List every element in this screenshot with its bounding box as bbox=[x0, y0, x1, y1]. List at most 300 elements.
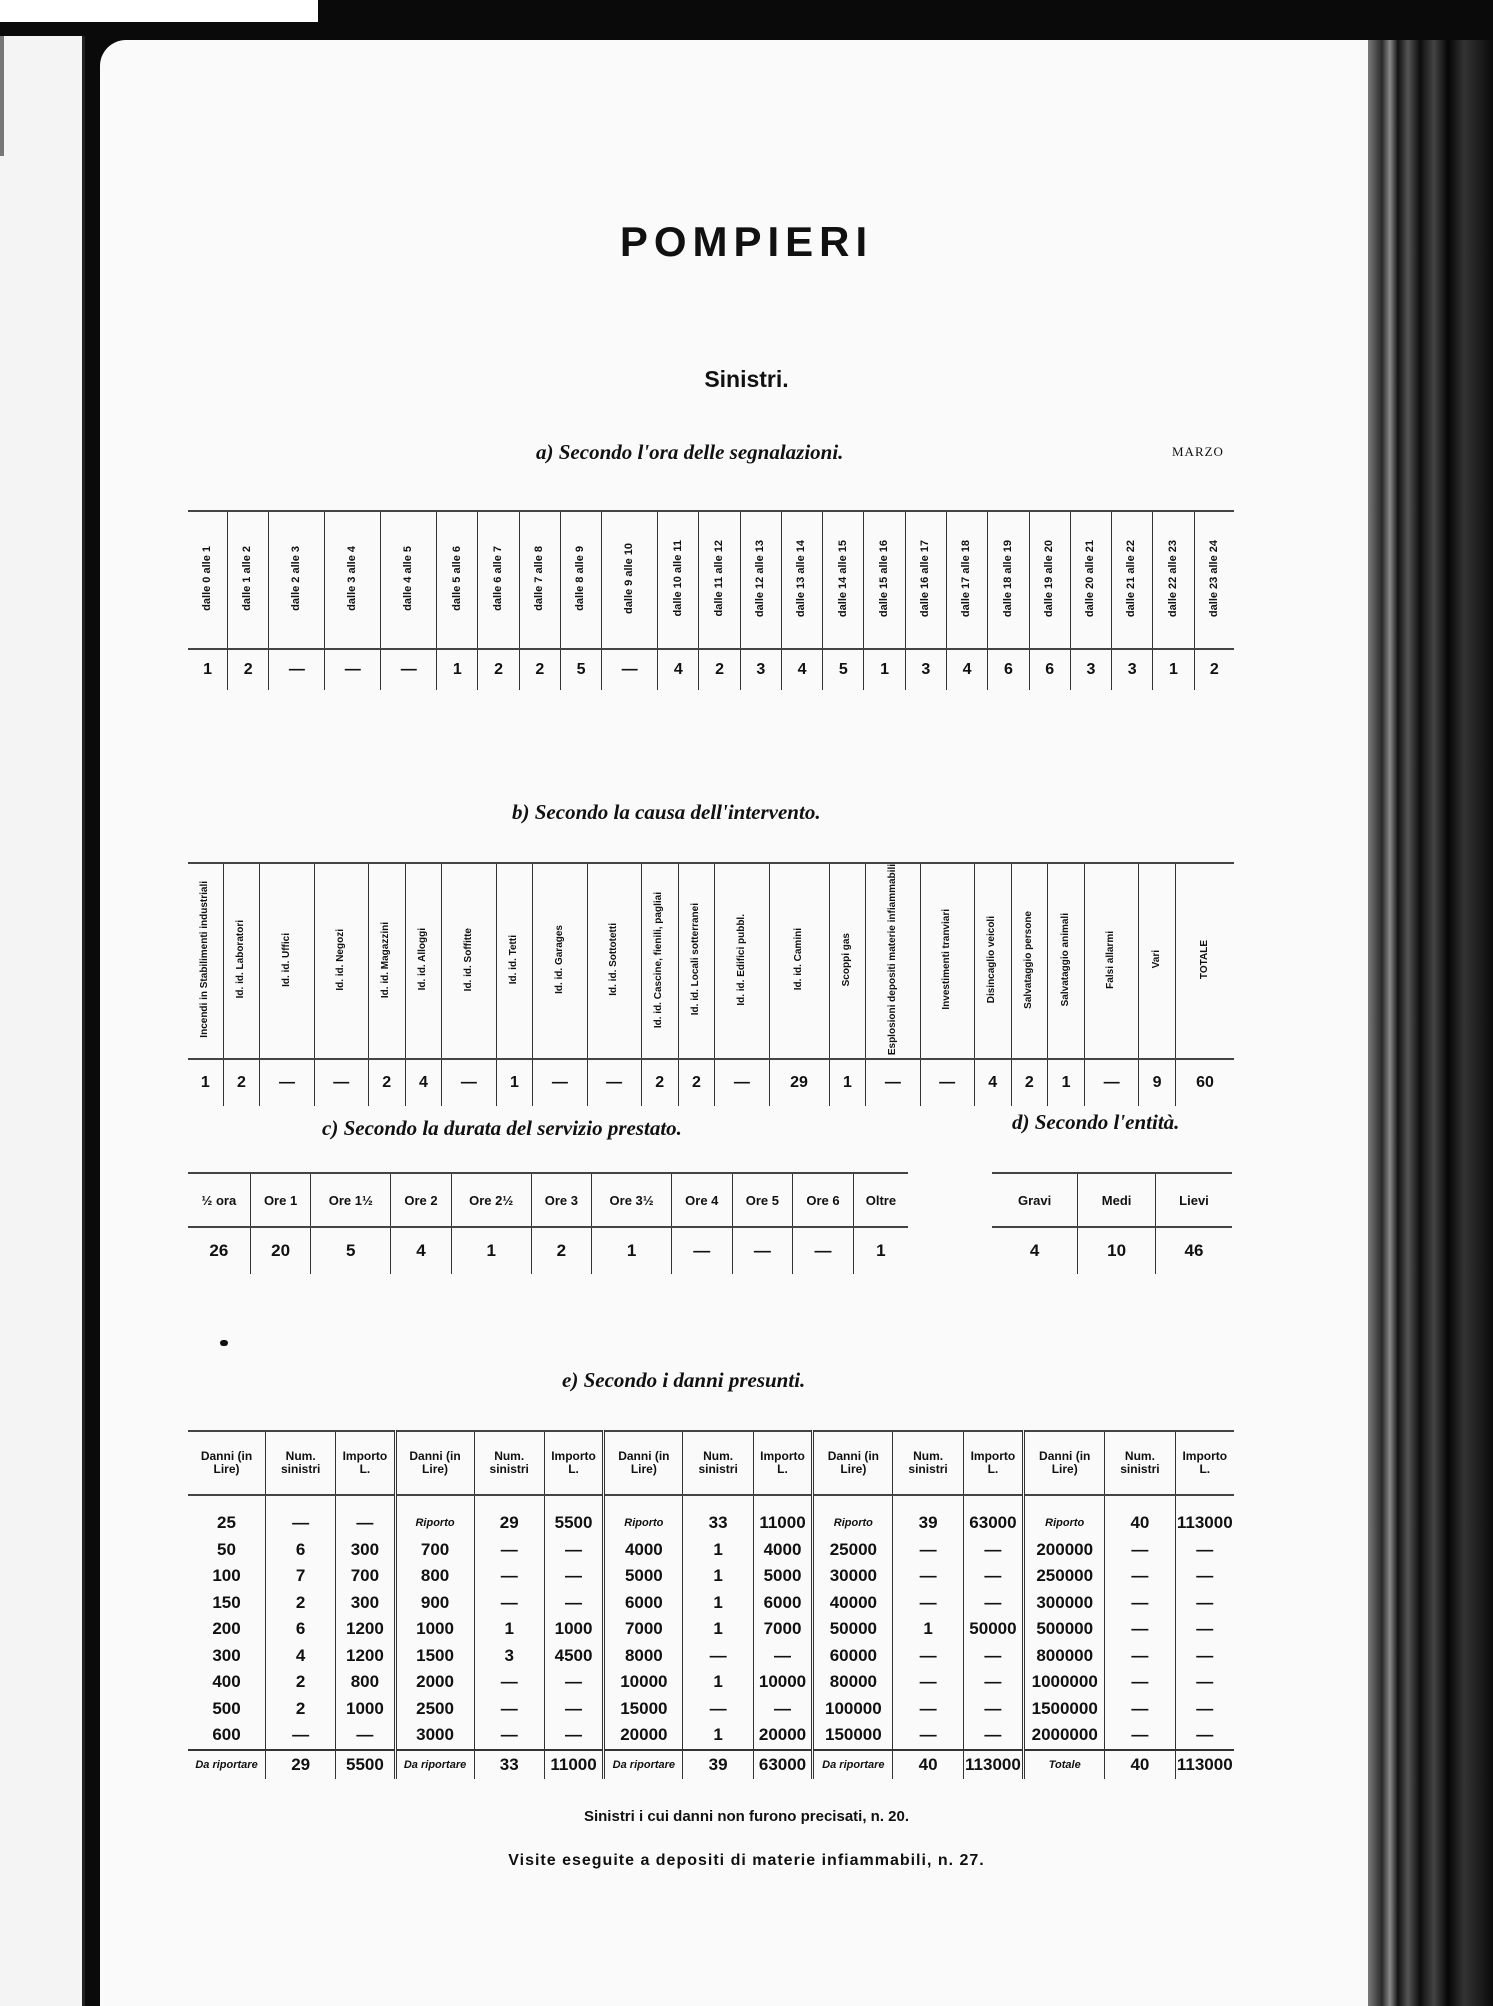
total-cell: Da riportare bbox=[604, 1750, 683, 1779]
value-cell: 1 bbox=[437, 649, 478, 690]
value-cell: 50 bbox=[217, 1539, 236, 1559]
note-inspections: Visite eseguite a depositi di materie infiammabili, n. 27. bbox=[508, 1852, 985, 1869]
table-row bbox=[188, 1563, 1234, 1590]
value-cell: — bbox=[732, 1227, 793, 1274]
value-cell: — bbox=[893, 1669, 963, 1696]
value-cell: — bbox=[260, 1059, 314, 1106]
value-cell: 29 bbox=[769, 1059, 829, 1106]
value-cell: — bbox=[1105, 1616, 1175, 1643]
value-cell: — bbox=[1175, 1669, 1234, 1696]
value-cell: 100000 bbox=[813, 1696, 893, 1723]
value-cell: — bbox=[544, 1696, 603, 1723]
value-cell: 4000 bbox=[753, 1537, 813, 1564]
value-cell: 1 bbox=[683, 1590, 753, 1617]
value-cell: — bbox=[1105, 1643, 1175, 1670]
column-header-label: dalle 4 alle 5 bbox=[401, 546, 414, 611]
value-cell: — bbox=[1175, 1563, 1234, 1590]
value-cell: 1000 bbox=[336, 1696, 395, 1723]
column-header bbox=[699, 511, 740, 649]
total-cell: Da riportare bbox=[813, 1750, 893, 1779]
column-header-label: Id. id. Soffitte bbox=[462, 927, 474, 992]
value-cell: — bbox=[533, 1059, 587, 1106]
value-cell: 1200 bbox=[336, 1616, 395, 1643]
value-cell: Riporto bbox=[395, 1495, 474, 1537]
value-cell: 7000 bbox=[604, 1616, 683, 1643]
column-header-label: dalle 7 alle 8 bbox=[533, 546, 546, 611]
column-header bbox=[1194, 511, 1234, 649]
column-header: Danni (in Lire) bbox=[1024, 1431, 1105, 1495]
column-header bbox=[587, 863, 641, 1059]
column-header: Danni (in Lire) bbox=[813, 1431, 893, 1495]
value-cell: 80000 bbox=[813, 1669, 893, 1696]
value-cell: 2500 bbox=[395, 1696, 474, 1723]
section-a-heading: a) Secondo l'ora delle segnalazioni. bbox=[536, 440, 844, 464]
value-cell: 1000 bbox=[395, 1616, 474, 1643]
value-cell: 2 bbox=[641, 1059, 678, 1106]
column-header bbox=[381, 511, 437, 649]
value-cell: 4 bbox=[658, 649, 699, 690]
value-cell: 100 bbox=[212, 1566, 241, 1586]
left-page-edge bbox=[0, 36, 85, 2006]
column-header-label: dalle 19 alle 20 bbox=[1042, 539, 1055, 618]
column-header: Num. sinistri bbox=[1105, 1431, 1175, 1495]
column-header: Oltre bbox=[853, 1173, 908, 1227]
value-cell: 4 bbox=[1029, 1241, 1040, 1260]
column-header bbox=[260, 863, 314, 1059]
value-cell: — bbox=[587, 1059, 641, 1106]
value-cell: 2 bbox=[223, 1059, 260, 1106]
total-cell: 29 bbox=[266, 1750, 336, 1779]
value-cell: 2 bbox=[478, 649, 519, 690]
total-cell: 113000 bbox=[963, 1750, 1023, 1779]
value-cell: — bbox=[963, 1537, 1023, 1564]
column-header-label: Salvataggio persone bbox=[1023, 910, 1035, 1009]
value-cell: — bbox=[963, 1722, 1023, 1750]
column-header-label: dalle 18 alle 19 bbox=[1001, 539, 1014, 618]
column-header bbox=[496, 863, 533, 1059]
value-cell: 15000 bbox=[604, 1696, 683, 1723]
value-cell: 5 bbox=[560, 649, 601, 690]
value-cell: 26 bbox=[209, 1241, 229, 1260]
table-row bbox=[188, 1495, 1234, 1537]
value-cell: 6000 bbox=[604, 1590, 683, 1617]
table-row bbox=[188, 1696, 1234, 1723]
value-cell: 1 bbox=[200, 1074, 210, 1092]
value-cell: 4500 bbox=[544, 1643, 603, 1670]
value-cell: 1 bbox=[864, 649, 905, 690]
column-header: Ore 5 bbox=[732, 1173, 793, 1227]
total-cell: 40 bbox=[893, 1750, 963, 1779]
total-cell: 5500 bbox=[336, 1750, 395, 1779]
value-cell: 2000 bbox=[395, 1669, 474, 1696]
table-row bbox=[188, 1537, 1234, 1564]
column-header bbox=[228, 511, 269, 649]
top-margin-strip bbox=[0, 0, 318, 22]
value-cell: 500000 bbox=[1024, 1616, 1105, 1643]
value-cell: 60 bbox=[1175, 1059, 1234, 1106]
column-header bbox=[533, 863, 587, 1059]
book-binding-edge bbox=[1368, 40, 1493, 2006]
column-header bbox=[519, 511, 560, 649]
value-cell: 200 bbox=[212, 1619, 241, 1639]
value-cell: 2 bbox=[266, 1669, 336, 1696]
column-header-label: TOTALE bbox=[1198, 940, 1210, 980]
value-cell: 1 bbox=[203, 661, 213, 678]
section-c-heading: c) Secondo la durata del servizio prestato. bbox=[322, 1116, 682, 1140]
value-cell: 4000 bbox=[604, 1537, 683, 1564]
value-cell: — bbox=[474, 1696, 544, 1723]
value-cell: 2 bbox=[699, 649, 740, 690]
value-cell: — bbox=[893, 1722, 963, 1750]
value-cell: 40 bbox=[1105, 1495, 1175, 1537]
value-cell: 1 bbox=[474, 1616, 544, 1643]
value-cell: 6 bbox=[266, 1537, 336, 1564]
column-header-label: Id. id. Laboratori bbox=[235, 920, 247, 999]
column-header bbox=[478, 511, 519, 649]
column-header bbox=[823, 511, 864, 649]
column-header-label: dalle 21 alle 22 bbox=[1125, 539, 1138, 618]
column-header bbox=[442, 863, 496, 1059]
value-cell: — bbox=[963, 1696, 1023, 1723]
column-header: Num. sinistri bbox=[474, 1431, 544, 1495]
value-cell: — bbox=[269, 649, 325, 690]
column-header bbox=[781, 511, 822, 649]
value-cell: 1 bbox=[1153, 649, 1194, 690]
column-header bbox=[866, 863, 920, 1059]
value-cell: 500 bbox=[212, 1698, 241, 1718]
value-cell: 300 bbox=[212, 1645, 241, 1665]
value-cell: 150000 bbox=[813, 1722, 893, 1750]
column-header-label: dalle 9 alle 10 bbox=[622, 543, 635, 614]
column-header-label: Disincaglio veicoli bbox=[986, 915, 998, 1004]
value-cell: 1 bbox=[853, 1227, 908, 1274]
value-cell: 1 bbox=[683, 1669, 753, 1696]
column-header: Danni (in Lire) bbox=[604, 1431, 683, 1495]
value-cell: 250000 bbox=[1024, 1563, 1105, 1590]
value-cell: 400 bbox=[212, 1672, 241, 1692]
value-cell: — bbox=[474, 1590, 544, 1617]
column-header bbox=[920, 863, 974, 1059]
column-header bbox=[658, 511, 699, 649]
value-cell: 2 bbox=[368, 1059, 405, 1106]
column-header: Ore 6 bbox=[793, 1173, 854, 1227]
total-cell: 40 bbox=[1105, 1750, 1175, 1779]
value-cell: 50000 bbox=[963, 1616, 1023, 1643]
value-cell: 2 bbox=[266, 1696, 336, 1723]
column-header: ½ ora bbox=[188, 1173, 250, 1227]
column-header-label: Id. id. Garages bbox=[553, 925, 565, 995]
value-cell: 3 bbox=[1070, 649, 1111, 690]
value-cell: 800 bbox=[395, 1563, 474, 1590]
column-header-label: dalle 20 alle 21 bbox=[1084, 539, 1097, 618]
total-cell: Totale bbox=[1024, 1750, 1105, 1779]
value-cell: — bbox=[920, 1059, 974, 1106]
column-header: Danni (in Lire) bbox=[395, 1431, 474, 1495]
column-header bbox=[368, 863, 405, 1059]
column-header-label: dalle 11 alle 12 bbox=[712, 540, 725, 617]
value-cell: 60000 bbox=[813, 1643, 893, 1670]
value-cell: 20000 bbox=[753, 1722, 813, 1750]
value-cell: — bbox=[683, 1643, 753, 1670]
column-header-label: Id. id. Locali sotterranei bbox=[690, 903, 702, 1016]
column-header bbox=[988, 511, 1029, 649]
value-cell: 2 bbox=[519, 649, 560, 690]
value-cell: 7000 bbox=[753, 1616, 813, 1643]
column-header-label: dalle 23 alle 24 bbox=[1207, 539, 1220, 618]
column-header bbox=[602, 511, 658, 649]
column-header bbox=[864, 511, 905, 649]
value-cell: 2 bbox=[1011, 1059, 1048, 1106]
column-header bbox=[678, 863, 715, 1059]
value-cell: 300000 bbox=[1024, 1590, 1105, 1617]
value-cell: 800000 bbox=[1024, 1643, 1105, 1670]
value-cell: 4 bbox=[974, 1059, 1011, 1106]
column-header: Num. sinistri bbox=[893, 1431, 963, 1495]
value-cell: — bbox=[474, 1669, 544, 1696]
value-cell: 1500 bbox=[395, 1643, 474, 1670]
column-header bbox=[188, 863, 223, 1059]
page-subtitle: Sinistri. bbox=[704, 366, 789, 392]
column-header-label: dalle 22 alle 23 bbox=[1166, 539, 1179, 618]
value-cell: 5 bbox=[823, 649, 864, 690]
value-cell: — bbox=[753, 1696, 813, 1723]
value-cell: 200000 bbox=[1024, 1537, 1105, 1564]
month-label: MARZO bbox=[1172, 444, 1224, 459]
table-row bbox=[188, 1616, 1234, 1643]
value-cell: — bbox=[474, 1563, 544, 1590]
value-cell: 10 bbox=[1078, 1227, 1156, 1274]
table-duration bbox=[188, 1172, 908, 1274]
value-cell: 2 bbox=[678, 1059, 715, 1106]
value-cell: 11000 bbox=[753, 1495, 813, 1537]
value-cell: 20 bbox=[250, 1227, 311, 1274]
value-cell: 1 bbox=[829, 1059, 866, 1106]
column-header: Gravi bbox=[992, 1173, 1078, 1227]
value-cell: 3000 bbox=[395, 1722, 474, 1750]
table-row bbox=[188, 1722, 1234, 1750]
value-cell: — bbox=[963, 1669, 1023, 1696]
value-cell: 1500000 bbox=[1024, 1696, 1105, 1723]
value-cell: 2 bbox=[228, 649, 269, 690]
value-cell: — bbox=[544, 1722, 603, 1750]
column-header-label: Id. id. Cascine, fienili, pagliai bbox=[653, 891, 665, 1028]
column-header-label: Salvataggio animali bbox=[1059, 912, 1071, 1007]
column-header bbox=[947, 511, 988, 649]
value-cell: 1200 bbox=[336, 1643, 395, 1670]
value-cell: 5000 bbox=[604, 1563, 683, 1590]
section-e-heading: e) Secondo i danni presunti. bbox=[562, 1368, 806, 1392]
column-header-label: Id. id. Uffici bbox=[280, 932, 292, 987]
value-cell: 40000 bbox=[813, 1590, 893, 1617]
column-header bbox=[1139, 863, 1176, 1059]
note-unspecified-damages: Sinistri i cui danni non furono precisati, n. 20. bbox=[583, 1808, 910, 1825]
value-cell: — bbox=[602, 649, 658, 690]
total-cell: 33 bbox=[474, 1750, 544, 1779]
column-header bbox=[560, 511, 601, 649]
total-cell: 63000 bbox=[753, 1750, 813, 1779]
column-header-label: Incendi in Stabilimenti industriali bbox=[199, 881, 211, 1038]
value-cell: — bbox=[266, 1495, 336, 1537]
column-header bbox=[314, 863, 368, 1059]
column-header bbox=[223, 863, 260, 1059]
table-causes bbox=[188, 862, 1234, 1106]
value-cell: — bbox=[893, 1563, 963, 1590]
column-header-label: dalle 3 alle 4 bbox=[346, 546, 358, 611]
column-header: Num. sinistri bbox=[683, 1431, 753, 1495]
value-cell: Riporto bbox=[813, 1495, 893, 1537]
value-cell: — bbox=[753, 1643, 813, 1670]
value-cell: — bbox=[544, 1669, 603, 1696]
value-cell: 5500 bbox=[544, 1495, 603, 1537]
column-header bbox=[974, 863, 1011, 1059]
value-cell: — bbox=[1105, 1563, 1175, 1590]
value-cell: — bbox=[893, 1696, 963, 1723]
column-header-label: dalle 13 alle 14 bbox=[795, 539, 808, 618]
column-header: Importo L. bbox=[963, 1431, 1023, 1495]
column-header bbox=[641, 863, 678, 1059]
value-cell: — bbox=[1175, 1537, 1234, 1564]
value-cell: 4 bbox=[266, 1643, 336, 1670]
value-cell: 3 bbox=[1112, 649, 1153, 690]
value-cell: — bbox=[381, 649, 437, 690]
value-cell: — bbox=[1105, 1537, 1175, 1564]
value-cell: 2 bbox=[266, 1590, 336, 1617]
value-cell: 9 bbox=[1139, 1059, 1176, 1106]
value-cell: 10000 bbox=[753, 1669, 813, 1696]
value-cell: 1 bbox=[451, 1227, 531, 1274]
value-cell: 8000 bbox=[604, 1643, 683, 1670]
total-cell: 39 bbox=[683, 1750, 753, 1779]
column-header: Ore 1 bbox=[250, 1173, 311, 1227]
value-cell: Riporto bbox=[1024, 1495, 1105, 1537]
column-header-label: dalle 17 alle 18 bbox=[960, 539, 973, 618]
value-cell: 700 bbox=[336, 1563, 395, 1590]
value-cell: 30000 bbox=[813, 1563, 893, 1590]
value-cell: 1 bbox=[683, 1537, 753, 1564]
value-cell: — bbox=[793, 1227, 854, 1274]
value-cell: 7 bbox=[266, 1563, 336, 1590]
value-cell: 4 bbox=[947, 649, 988, 690]
column-header: Importo L. bbox=[336, 1431, 395, 1495]
page-title: POMPIERI bbox=[619, 218, 874, 265]
value-cell: — bbox=[474, 1722, 544, 1750]
column-header-label: dalle 12 alle 13 bbox=[754, 539, 767, 618]
column-header-label: Scoppi gas bbox=[841, 932, 853, 987]
column-header-label: Vari bbox=[1150, 950, 1162, 969]
value-cell: 6 bbox=[1029, 649, 1070, 690]
value-cell: 150 bbox=[212, 1592, 241, 1612]
column-header-label: dalle 2 alle 3 bbox=[290, 546, 303, 611]
value-cell: 1 bbox=[1048, 1059, 1085, 1106]
column-header: Importo L. bbox=[544, 1431, 603, 1495]
column-header: Importo L. bbox=[753, 1431, 813, 1495]
column-header bbox=[1112, 511, 1153, 649]
value-cell: 2 bbox=[531, 1227, 592, 1274]
total-cell: 11000 bbox=[544, 1750, 603, 1779]
value-cell: 600 bbox=[212, 1725, 241, 1745]
value-cell: — bbox=[442, 1059, 496, 1106]
value-cell: 300 bbox=[336, 1537, 395, 1564]
value-cell: 63000 bbox=[963, 1495, 1023, 1537]
column-header bbox=[405, 863, 442, 1059]
column-header bbox=[715, 863, 769, 1059]
table-row bbox=[188, 1669, 1234, 1696]
table-row bbox=[188, 1643, 1234, 1670]
column-header bbox=[905, 511, 946, 649]
column-header: Medi bbox=[1078, 1173, 1156, 1227]
column-header: Num. sinistri bbox=[266, 1431, 336, 1495]
table-damages bbox=[188, 1430, 1234, 1779]
column-header-label: dalle 14 alle 15 bbox=[836, 539, 849, 618]
value-cell: 29 bbox=[474, 1495, 544, 1537]
value-cell: — bbox=[1175, 1590, 1234, 1617]
column-header-label: dalle 6 alle 7 bbox=[491, 546, 504, 611]
value-cell: 5000 bbox=[753, 1563, 813, 1590]
value-cell: 300 bbox=[336, 1590, 395, 1617]
column-header-label: Investimenti tranviari bbox=[940, 909, 952, 1010]
value-cell: 1000000 bbox=[1024, 1669, 1105, 1696]
column-header-label: dalle 8 alle 9 bbox=[574, 546, 587, 611]
value-cell: — bbox=[963, 1643, 1023, 1670]
column-header-label: Id. id. Sottotetti bbox=[607, 923, 619, 996]
value-cell: — bbox=[544, 1537, 603, 1564]
value-cell: — bbox=[715, 1059, 769, 1106]
value-cell: — bbox=[1105, 1669, 1175, 1696]
column-header bbox=[1029, 511, 1070, 649]
column-header bbox=[1084, 863, 1138, 1059]
value-cell: — bbox=[1105, 1590, 1175, 1617]
column-header bbox=[437, 511, 478, 649]
ink-mark bbox=[220, 1340, 228, 1346]
value-cell: 33 bbox=[683, 1495, 753, 1537]
value-cell: — bbox=[1175, 1643, 1234, 1670]
column-header-label: Id. id. Tetti bbox=[508, 934, 520, 985]
column-header bbox=[1070, 511, 1111, 649]
value-cell: Riporto bbox=[604, 1495, 683, 1537]
column-header-label: dalle 5 alle 6 bbox=[450, 546, 463, 611]
value-cell: 1 bbox=[683, 1616, 753, 1643]
value-cell: — bbox=[314, 1059, 368, 1106]
column-header: Lievi bbox=[1155, 1173, 1232, 1227]
total-cell: 113000 bbox=[1175, 1750, 1234, 1779]
value-cell: 6000 bbox=[753, 1590, 813, 1617]
table-severity bbox=[992, 1172, 1232, 1274]
column-header bbox=[1048, 863, 1085, 1059]
value-cell: 800 bbox=[336, 1669, 395, 1696]
total-cell: Da riportare bbox=[188, 1750, 266, 1779]
column-header bbox=[1011, 863, 1048, 1059]
column-header-label: Esplosioni depositi materie infiammabili bbox=[886, 864, 898, 1056]
column-header-label: Id. id. Camini bbox=[792, 928, 804, 991]
table-hours bbox=[188, 510, 1234, 690]
value-cell: 3 bbox=[905, 649, 946, 690]
column-header bbox=[769, 863, 829, 1059]
value-cell: 6 bbox=[988, 649, 1029, 690]
value-cell: 46 bbox=[1155, 1227, 1232, 1274]
column-header bbox=[1175, 863, 1234, 1059]
column-header: Importo L. bbox=[1175, 1431, 1234, 1495]
column-header: Ore 3 bbox=[531, 1173, 592, 1227]
value-cell: 4 bbox=[391, 1227, 452, 1274]
column-header: Ore 2½ bbox=[451, 1173, 531, 1227]
value-cell: 2 bbox=[1194, 649, 1234, 690]
value-cell: — bbox=[1175, 1722, 1234, 1750]
column-header-label: dalle 16 alle 17 bbox=[919, 539, 932, 618]
value-cell: 1 bbox=[683, 1722, 753, 1750]
value-cell: — bbox=[266, 1722, 336, 1750]
value-cell: — bbox=[893, 1537, 963, 1564]
value-cell: — bbox=[1175, 1616, 1234, 1643]
